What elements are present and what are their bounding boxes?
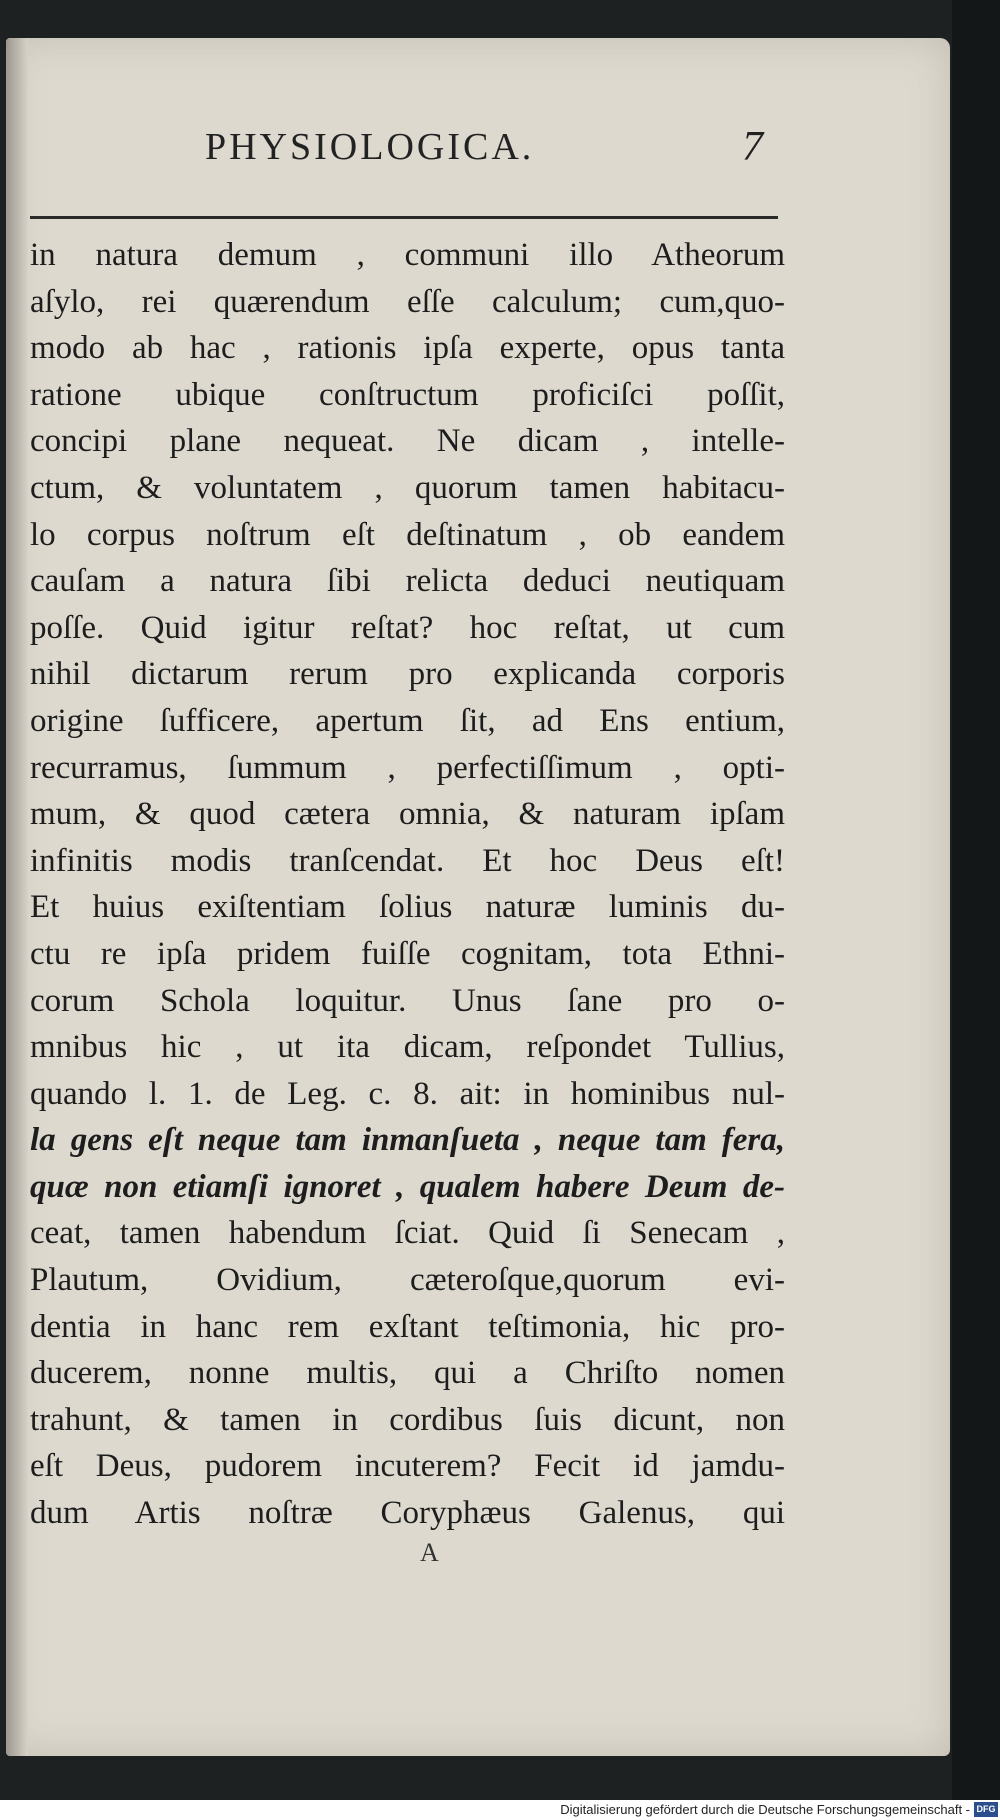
text-line: recurramus, ſummum , perfectiſſimum , opti-: [30, 749, 785, 786]
page-number: 7: [742, 124, 763, 170]
text-line: dentia in hanc rem exſtant teſtimonia, hic pro-: [30, 1308, 785, 1345]
text-line: mum, & quod cætera omnia, & naturam ipſam: [30, 796, 785, 833]
running-head: PHYSIOLOGICA.: [205, 126, 535, 168]
text-line: infinitis modis tranſcendat. Et hoc Deus eſt!: [30, 842, 785, 879]
text-line: mnibus hic , ut ita dicam, reſpondet Tullius,: [30, 1029, 785, 1066]
text-line: ducerem, nonne multis, qui a Chriſto nomen: [30, 1355, 785, 1392]
page-gutter: [6, 38, 28, 1756]
text-line: modo ab hac , rationis ipſa experte, opus tanta: [30, 330, 785, 367]
text-line: aſylo, rei quærendum eſſe calculum; cum,quo-: [30, 283, 785, 320]
text-line: dum Artis noſtræ Coryphæus Galenus, qui: [30, 1495, 785, 1532]
text-line: poſſe. Quid igitur reſtat? hoc reſtat, ut cum: [30, 609, 785, 646]
text-line: origine ſufficere, apertum ſit, ad Ens entium,: [30, 702, 785, 739]
text-line: trahunt, & tamen in cordibus ſuis dicunt, non: [30, 1401, 785, 1438]
header-rule: [30, 216, 778, 219]
text-line-italic: quæ non etiamſi ignoret , qualem habere Deum de-: [30, 1168, 785, 1205]
dfg-logo: DFG: [974, 1802, 998, 1817]
text-line: eſt Deus, pudorem incuterem? Fecit id jamdu-: [30, 1448, 785, 1485]
text-line: Plautum, Ovidium, cæteroſque,quorum evi-: [30, 1262, 785, 1299]
text-line: ctum, & voluntatem , quorum tamen habitacu-: [30, 469, 785, 506]
text-line: lo corpus noſtrum eſt deſtinatum , ob eandem: [30, 516, 785, 553]
text-line: ratione ubique conſtructum proficiſci poſſit,: [30, 376, 785, 413]
text-line: Et huius exiſtentiam ſolius naturæ luminis du-: [30, 889, 785, 926]
signature-mark: A: [420, 1538, 439, 1567]
text-line: quando l. 1. de Leg. c. 8. ait: in hominibus nul-: [30, 1075, 785, 1112]
scan-background-edge: [952, 0, 1000, 1820]
funding-credit: Digitalisierung gefördert durch die Deutsche Forschungsgemeinschaft -: [560, 1802, 970, 1817]
text-line: corum Schola loquitur. Unus ſane pro o-: [30, 982, 785, 1019]
text-line-italic: la gens eſt neque tam inmanſueta , neque tam fera,: [30, 1122, 785, 1159]
text-line: ceat, tamen habendum ſciat. Quid ſi Senecam ,: [30, 1215, 785, 1252]
text-line: ctu re ipſa pridem fuiſſe cognitam, tota Ethni-: [30, 935, 785, 972]
text-line: nihil dictarum rerum pro explicanda corporis: [30, 656, 785, 693]
text-line: in natura demum , communi illo Atheorum: [30, 237, 785, 273]
text-line: concipi plane nequeat. Ne dicam , intelle-: [30, 423, 785, 460]
page-header: [30, 112, 780, 182]
body-text: [30, 232, 790, 1537]
text-line: cauſam a natura ſibi relicta deduci neutiquam: [30, 563, 785, 600]
